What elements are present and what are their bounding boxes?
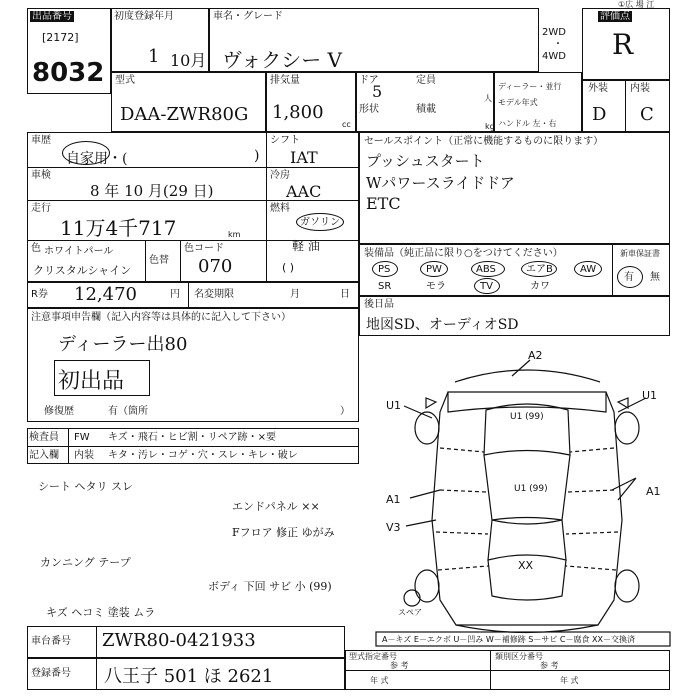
displacement-value: 1,800 bbox=[272, 102, 324, 123]
recycle-value: 12,470 bbox=[74, 284, 137, 305]
drive-2wd: 2WD bbox=[542, 27, 566, 38]
lot-label: 出品番号 bbox=[32, 11, 72, 22]
warranty-label: 名変期限 bbox=[194, 289, 234, 300]
capacity-unit: 人 bbox=[484, 94, 492, 103]
mark-u1-right: U1 bbox=[642, 389, 658, 402]
equip-kawa: カワ bbox=[530, 281, 550, 292]
mark-u1-roof: U1 (99) bbox=[510, 412, 544, 422]
ac-value: AAC bbox=[286, 182, 322, 201]
year-label-1: 年 式 bbox=[370, 676, 389, 685]
fuel-label: 燃料 bbox=[270, 203, 290, 214]
ref-1: 参 考 bbox=[390, 661, 409, 670]
spare-label: スペア bbox=[398, 608, 422, 617]
equip-aw: AW bbox=[580, 264, 597, 275]
equip-mora: モラ bbox=[426, 281, 446, 292]
equip-ps: PS bbox=[378, 264, 391, 275]
color-value-1: ホワイトパール bbox=[44, 246, 114, 257]
hood-outline bbox=[448, 392, 606, 412]
mark-a1-left: A1 bbox=[386, 493, 401, 506]
mark-xx: XX bbox=[518, 559, 534, 572]
equip-abs: ABS bbox=[476, 264, 496, 275]
color-code-value: 070 bbox=[198, 256, 233, 277]
capacity-label: 定員 bbox=[416, 75, 436, 86]
entry-label: 記入欄 bbox=[29, 450, 59, 461]
displacement-label: 排気量 bbox=[270, 75, 300, 86]
model-year-label: モデル年式 bbox=[498, 98, 538, 107]
rear-bumper bbox=[456, 625, 598, 633]
equipment-label: 装備品（純正品に限り○をつけてください） bbox=[364, 248, 563, 259]
leader-a1-right bbox=[612, 478, 636, 500]
mark-a1-right: A1 bbox=[646, 485, 661, 498]
mark-u1-left: U1 bbox=[386, 399, 402, 412]
aftermarket-label: 後日品 bbox=[364, 299, 394, 310]
mark-u1-floor: U1 (99) bbox=[514, 484, 548, 494]
lot-ref: [2172] bbox=[42, 31, 79, 44]
shape-label: 形状 bbox=[359, 104, 379, 115]
notes-line-1: ディーラー出80 bbox=[58, 334, 188, 355]
interior-value: C bbox=[640, 104, 654, 125]
notes-label: 注意事項申告欄（記入内容等は具体的に記入して下さい） bbox=[31, 312, 291, 323]
mileage-label: 走行 bbox=[31, 203, 51, 214]
recycle-unit: 円 bbox=[170, 289, 180, 300]
comment-2: エンドパネル ×× bbox=[232, 500, 320, 513]
year-label-2: 年 式 bbox=[560, 676, 579, 685]
load-label: 積載 bbox=[416, 104, 436, 115]
handle-label: ハンドル 左・右 bbox=[498, 119, 557, 128]
shift-value: IAT bbox=[290, 148, 318, 167]
fuel-alt: 軽 油 bbox=[292, 239, 320, 253]
warranty-day: 日 bbox=[340, 289, 350, 300]
leader-v3 bbox=[406, 520, 436, 526]
comment-6: キズ ヘコミ 塗装 ムラ bbox=[46, 606, 156, 619]
inspection-value: 8 年 10 月(29 日) bbox=[90, 182, 214, 200]
type-cert-label: 型式指定番号 bbox=[349, 652, 397, 661]
interior-entry-items: キタ・汚レ・コゲ・穴・スレ・キレ・破レ bbox=[108, 450, 298, 461]
legend-text: A－キズ E－エクボ U－凹み W－補修跡 S－サビ C－腐食 XX－交換済 bbox=[382, 635, 636, 644]
color-label: 色 bbox=[31, 243, 41, 254]
warranty-month: 月 bbox=[290, 289, 300, 300]
top-right-note: ①広 場 江 bbox=[618, 0, 655, 9]
aftermarket-value: 地図SD、オーディオSD bbox=[366, 317, 519, 333]
model-value: DAA-ZWR80G bbox=[120, 104, 249, 125]
drive-sep: ・ bbox=[553, 39, 563, 50]
doors-label: ドア bbox=[359, 75, 379, 86]
repair-close: ） bbox=[340, 406, 350, 417]
notes-line-2: 初出品 bbox=[58, 369, 125, 394]
equip-tv: TV bbox=[480, 281, 493, 292]
grade-label: 評価点 bbox=[600, 11, 630, 22]
inspector-label: 検査員 bbox=[29, 432, 59, 443]
leader-a2 bbox=[512, 360, 530, 376]
load-unit: kg bbox=[485, 122, 495, 131]
inspection-label: 車検 bbox=[31, 170, 51, 181]
mileage-value: 11万4千717 bbox=[60, 216, 177, 240]
equip-sr: SR bbox=[378, 281, 392, 292]
color-code-label: 色コード bbox=[184, 243, 224, 254]
fuel-paren: ( ) bbox=[282, 261, 295, 274]
history-close: ) bbox=[254, 148, 260, 164]
repair-label: 修復歴 bbox=[44, 406, 74, 417]
comment-4: カンニング テープ bbox=[40, 556, 131, 569]
interior-entry-label: 内装 bbox=[74, 450, 94, 461]
chassis-label: 車台番号 bbox=[31, 636, 71, 647]
leader-a1-left bbox=[410, 490, 440, 498]
right-doors bbox=[566, 448, 618, 570]
warranty-no: 無 bbox=[650, 272, 660, 283]
color-change-label: 色替 bbox=[149, 255, 169, 266]
equip-airbag: エアB bbox=[526, 264, 553, 275]
first-reg-year: 1 bbox=[148, 46, 160, 67]
warranty-yes: 有 bbox=[624, 272, 634, 283]
chassis-value: ZWR80-0421933 bbox=[102, 630, 256, 651]
mirror-left bbox=[426, 398, 436, 408]
shift-label: シフト bbox=[270, 135, 300, 146]
fw-items: キズ・飛石・ヒビ割・リペア跡・×要 bbox=[108, 432, 276, 443]
exterior-label: 外装 bbox=[588, 83, 608, 94]
doors-value: 5 bbox=[372, 82, 383, 101]
mirror-right bbox=[618, 398, 628, 408]
class-label: 類別区分番号 bbox=[495, 652, 543, 661]
history-value: 自家用・( bbox=[66, 151, 128, 167]
dealer-label: ディーラー・並行 bbox=[498, 82, 562, 91]
wheel-front-right bbox=[615, 412, 639, 444]
mileage-unit: km bbox=[228, 230, 241, 239]
sales-points-label: セールスポイント（正常に機能するものに限ります） bbox=[364, 136, 604, 147]
car-name-label: 車名・グレード bbox=[213, 11, 283, 22]
reg-label: 登録番号 bbox=[31, 668, 71, 679]
ac-label: 冷房 bbox=[270, 170, 290, 181]
lot-number: 8032 bbox=[32, 58, 105, 88]
reg-value: 八王子 501 ほ 2621 bbox=[104, 666, 274, 687]
first-reg-month: 10月 bbox=[170, 51, 207, 70]
sales-point-1: プッシュスタート bbox=[366, 152, 485, 170]
car-name: ヴォクシー V bbox=[222, 48, 343, 72]
wheel-front-left bbox=[415, 412, 439, 444]
repair-value: 有（箇所 bbox=[108, 406, 148, 417]
mark-v3: V3 bbox=[386, 521, 401, 534]
wheel-rear-right bbox=[615, 570, 639, 602]
recycle-label: R券 bbox=[31, 289, 48, 300]
fw-label: FW bbox=[74, 432, 90, 443]
drive-4wd: 4WD bbox=[542, 51, 566, 62]
history-label: 車歴 bbox=[31, 135, 51, 146]
displacement-unit: cc bbox=[342, 120, 351, 129]
equip-pw: PW bbox=[426, 264, 442, 275]
color-value-2: クリスタルシャイン bbox=[33, 264, 132, 277]
interior-label: 内装 bbox=[630, 83, 650, 94]
warranty-book-label: 新車保証書 bbox=[620, 249, 660, 258]
wheel-rear-left bbox=[415, 570, 439, 602]
ref-2: 参 考 bbox=[540, 661, 559, 670]
left-doors bbox=[436, 448, 488, 570]
mark-a2: A2 bbox=[528, 349, 543, 362]
exterior-value: D bbox=[592, 104, 607, 125]
model-label: 型式 bbox=[115, 75, 135, 86]
sales-point-3: ETC bbox=[366, 194, 401, 213]
first-reg-label: 初度登録年月 bbox=[114, 11, 174, 22]
body-outline bbox=[432, 392, 622, 625]
front-bumper bbox=[455, 370, 600, 382]
comment-1: シート ヘタリ スレ bbox=[38, 480, 133, 493]
fuel-value: ガソリン bbox=[300, 217, 340, 228]
sales-point-2: Wパワースライドドア bbox=[366, 174, 515, 192]
grade-value: R bbox=[612, 28, 634, 61]
comment-3: Fフロア 修正 ゆがみ bbox=[232, 526, 335, 539]
comment-5: ボディ 下回 サビ 小 (99) bbox=[208, 580, 332, 593]
spare-tire bbox=[404, 590, 420, 606]
